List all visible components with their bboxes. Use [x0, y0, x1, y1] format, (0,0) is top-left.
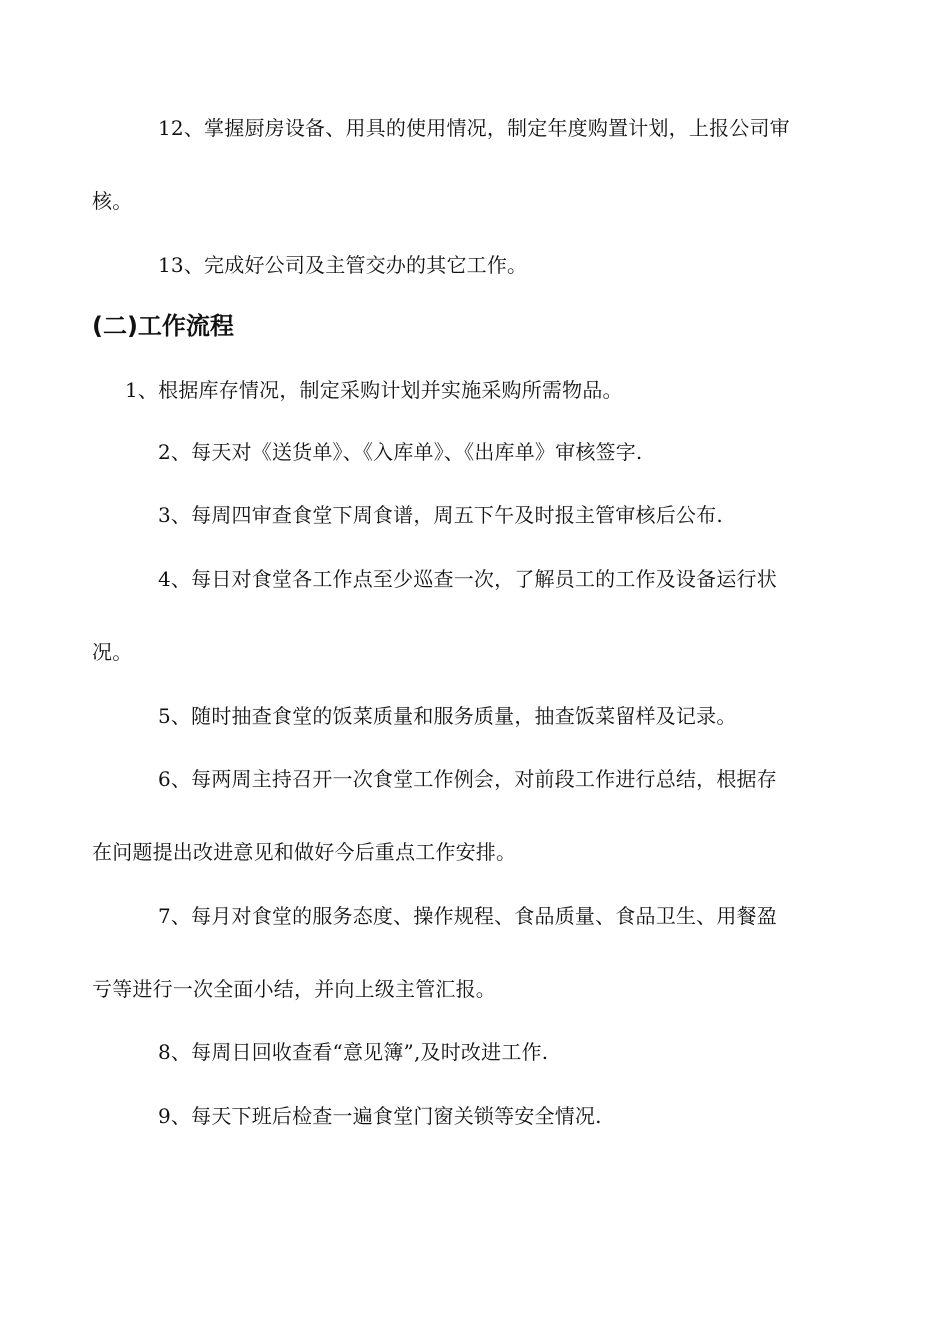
workflow-item-1: 1、根据库存情况，制定采购计划并实施采购所需物品。: [125, 378, 623, 402]
item-12-line-2: 核。: [92, 189, 133, 213]
workflow-item-8: 8、每周日回收查看“意见簿”,及时改进工作.: [158, 1040, 549, 1064]
item-13: 13、完成好公司及主管交办的其它工作。: [158, 253, 528, 277]
workflow-item-4-line-1: 4、每日对食堂各工作点至少巡查一次，了解员工的工作及设备运行状: [158, 567, 777, 591]
workflow-item-5: 5、随时抽查食堂的饭菜质量和服务质量，抽查饭菜留样及记录。: [158, 704, 737, 728]
item-12-line-1: 12、掌握厨房设备、用具的使用情况，制定年度购置计划，上报公司审: [158, 116, 790, 140]
workflow-item-7-line-2: 亏等进行一次全面小结，并向上级主管汇报。: [92, 977, 496, 1001]
workflow-item-6-line-2: 在问题提出改进意见和做好今后重点工作安排。: [92, 840, 517, 864]
workflow-item-4-line-2: 况。: [92, 640, 133, 664]
workflow-item-6-line-1: 6、每两周主持召开一次食堂工作例会，对前段工作进行总结，根据存: [158, 767, 777, 791]
workflow-item-9: 9、每天下班后检查一遍食堂门窗关锁等安全情况.: [158, 1104, 602, 1128]
workflow-item-3: 3、每周四审查食堂下周食谱，周五下午及时报主管审核后公布.: [158, 503, 723, 527]
section-heading: (二)工作流程: [92, 312, 234, 340]
workflow-item-2: 2、每天对《送货单》、《入库单》、《出库单》审核签字.: [158, 440, 643, 464]
workflow-item-7-line-1: 7、每月对食堂的服务态度、操作规程、食品质量、食品卫生、用餐盈: [158, 904, 777, 928]
